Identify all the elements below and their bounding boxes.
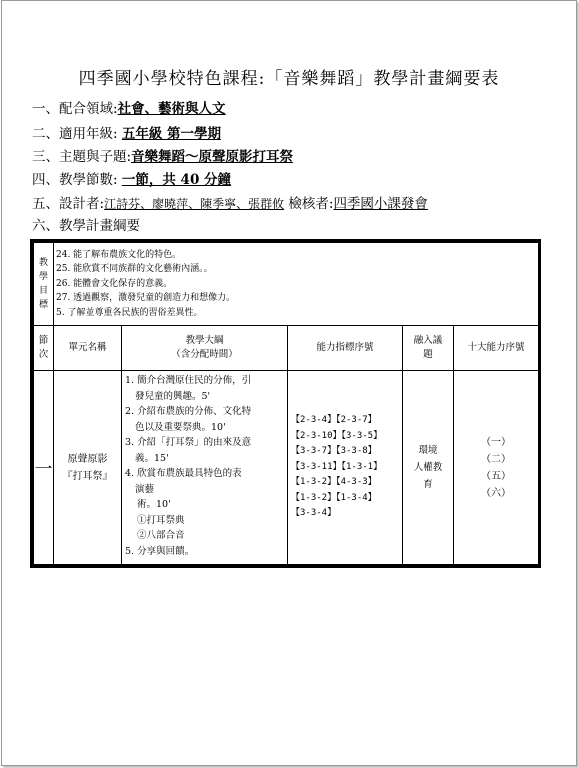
goal-item: 27. 透過觀察，激發兒童的創造力和想像力。 — [56, 293, 236, 304]
header-issues: 融入議 題 — [403, 326, 454, 371]
header-indicators: 能力指標序號 — [288, 326, 403, 371]
header-outline: 教學大綱 （含分配時間） — [122, 326, 288, 371]
goals-label: 教 學 目 標 — [34, 243, 54, 326]
document-page — [1, 0, 577, 766]
header-unit: 單元名稱 — [54, 326, 122, 371]
goal-item: 25. 能欣賞不同族群的文化藝術內涵。。 — [56, 264, 213, 275]
goals-list — [54, 243, 539, 326]
page-title: 四季國小學校特色課程:「音樂舞蹈」教學計畫綱要表 — [78, 69, 500, 89]
info-label: 六、教學計畫綱要 — [32, 218, 140, 234]
info-value: 五年級 第一學期 — [121, 126, 222, 142]
info-line-outline — [32, 214, 140, 234]
info-label: 檢核者: — [288, 196, 334, 212]
goal-item: 26. 能體會文化保存的意義。 — [56, 278, 173, 289]
header-section: 節 次 — [34, 326, 54, 371]
row-section: 一 — [34, 371, 54, 565]
info-value: 四季國小課發會 — [333, 196, 428, 212]
info-line-designers — [32, 192, 428, 212]
row-unit: 原聲原影 『打耳祭』 — [54, 371, 122, 565]
info-value: 一節，共 40 分鐘 — [121, 172, 232, 188]
goal-item: 5. 了解並尊重各民族的習俗差異性。 — [56, 307, 203, 318]
info-label: 四、教學節數: — [32, 172, 118, 188]
info-label: 三、主題與子題: — [32, 149, 132, 165]
info-line-periods — [32, 168, 231, 188]
goal-item: 24. 能了解布農族文化的特色。 — [56, 249, 182, 260]
info-value: 江詩芬、廖曉萍、陳季寧、張群攸 — [104, 197, 285, 211]
info-line-domain — [32, 97, 226, 117]
info-line-grade — [32, 122, 221, 142]
info-label: 五、設計者: — [32, 196, 105, 212]
row-issues: 環境 人權教 育 — [403, 371, 454, 565]
row-indicators: 【2-3-4】【2-3-7】 【2-3-10】【3-3-5】 【3-3-7】【3-3-8】 【3-3-11】【1-3-1】 【1-3-2】【4-3-3】 【1-3-2】【1-3-4】 【3-3-4】 — [288, 371, 403, 565]
info-label: 二、適用年級: — [32, 126, 118, 142]
row-abilities: （一） （二） （五） （六） — [454, 371, 539, 565]
header-abilities: 十大能力序號 — [454, 326, 539, 371]
plan-table — [30, 239, 541, 568]
info-value: 社會、藝術與人文 — [117, 101, 226, 117]
info-value: 音樂舞蹈～原聲原影打耳祭 — [131, 149, 294, 165]
info-line-theme — [32, 145, 293, 165]
row-outline: 1. 簡介台灣原住民的分佈，引 發兒童的興趣。5' 2. 介紹布農族的分佈、文化特 色以及重要祭典。10' 3. 介紹「打耳祭」的由來及意 義。15' 4. 欣賞布農族最具特色的表 演藝 術。10' ①打耳祭典 ②八部合音 5. 分享與回饋。 — [122, 371, 288, 565]
info-label: 一、配合領域: — [32, 101, 118, 117]
